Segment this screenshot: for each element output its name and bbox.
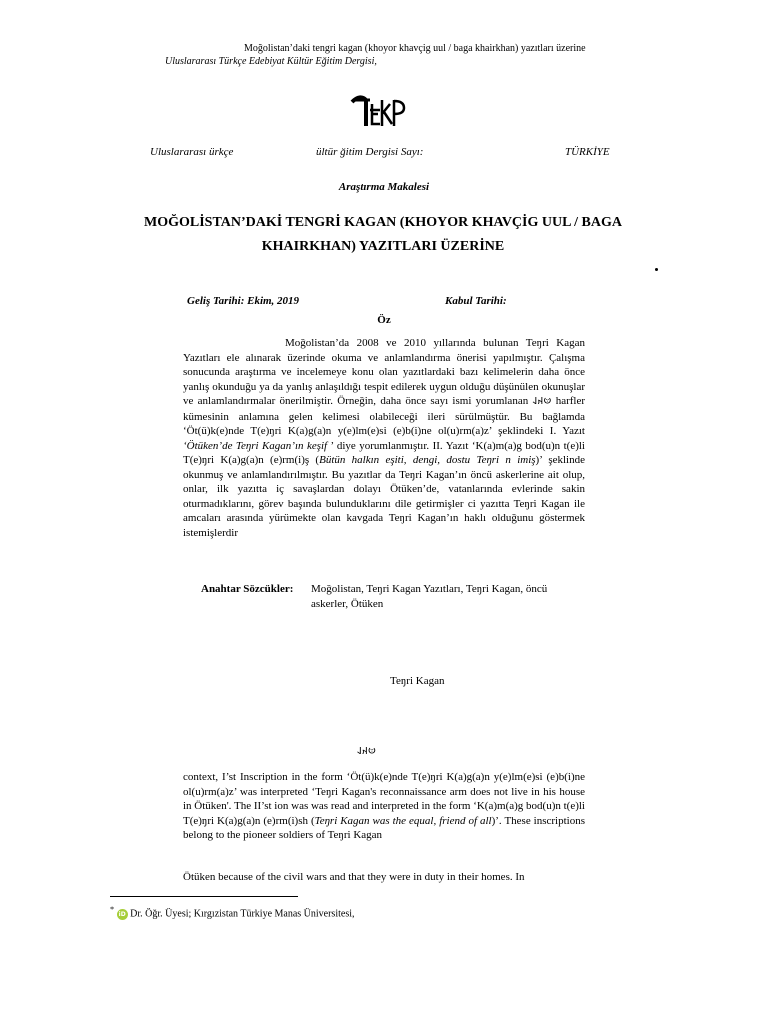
abstract-heading: Öz xyxy=(377,314,391,326)
abstract-tr xyxy=(183,336,585,540)
english-runic-glyphs: 𐰦𐰴𐰞 xyxy=(357,746,376,757)
title-line-1: MOĞOLİSTAN’DAKİ TENGRİ KAGAN (KHOYOR KHAVÇİG UUL / BAGA xyxy=(144,215,622,230)
english-p1-italic: Teŋri Kagan was the equal, friend of all xyxy=(314,814,492,827)
issue-line-country: TÜRKİYE xyxy=(565,146,610,158)
footnote-rule xyxy=(110,896,298,897)
issue-line-part1: Uluslararası ürkçe xyxy=(150,146,234,158)
english-abstract xyxy=(183,770,585,843)
accepted-date: Kabul Tarihi: xyxy=(445,295,507,307)
footnote xyxy=(110,905,355,920)
runic-glyphs: 𐰦𐰴𐰞 xyxy=(532,396,552,407)
article-category: Araştırma Makalesi xyxy=(338,181,430,193)
abstract-s3: ‘Ötüken’de Teŋri Kagan’ın keşif xyxy=(183,439,328,452)
abstract-s2: harfler kümesinin anlamına gelen kelimesi olabileceği ileri sürülmüştür. Bu bağlamda ‘Öt(ü)k(e)nde T(e)ŋri K(a)g(a)n y(e)lm(e)si (e)b(i)ne ol(u)rm(a)z’ şeklindeki I. Yazıt xyxy=(183,395,585,437)
title-line-2: KHAIRKHAN) YAZITLARI ÜZERİNE xyxy=(261,239,505,254)
abstract-s1: Moğolistan’da 2008 ve 2010 yıllarında bulunan Teŋri Kagan Yazıtları ele alınarak üzerinde okuma ve anlamlandırma önerisi yapılmıştır. Çalışma sonucunda araştırma ve incelemeye konu olan yazıtlardaki bazı kelimelerin daha önce yanlış okunduğu ya da yanlış anlaşıldığı tespit edilerek uygun olduğu düşünülen okunuşlar ve anlamlandırmalar önerilmiştir. Örneğin, daha önce sayı ismi yorumlanan xyxy=(183,337,585,407)
footnote-text: Dr. Öğr. Üyesi; Kırgızistan Türkiye Manas Üniversitesi, xyxy=(130,908,355,920)
issue-line-part2: ültür ğitim Dergisi Sayı: xyxy=(316,146,424,158)
english-p1-end: )’. These inscriptions belong to the pioneer soldiers of Teŋri Kagan xyxy=(183,814,586,841)
abstract-s4: ’ diye yorumlanmıştır. II. Yazıt ‘K(a)m(a)g bod(u)n t(e)li T(e)ŋri K(a)g(a)n (e)rm(i)ş ( xyxy=(183,439,585,466)
footnote-marker: * xyxy=(110,905,115,914)
abstract-s6: n imiş xyxy=(505,454,536,466)
bullet-dot xyxy=(655,268,658,271)
keywords-tr xyxy=(183,582,585,611)
orcid-icon[interactable]: iD xyxy=(118,910,126,918)
abstract-s7: )’ şeklinde okunmuş ve anlamlandırılmıştır. Bu yazıtlar da Teŋri Kagan’ın öncü askerlerine ait olup, onlar, ilk yazıtta iç savaşlardan dolayı Ötüken’de, vatanlarında evlerinde sakin oturmadıklarını, görev başında bulunduklarını dile getirmişler ci yazıtta Teŋri Kagan ile amcaları arasında yürümekte olan kavgada Teŋri Kagan’ın haklı olduğunu göstermek istemişlerdir xyxy=(183,454,585,539)
tekp-logo-icon xyxy=(350,92,406,128)
received-date: Geliş Tarihi: Ekim, 2019 xyxy=(187,295,300,307)
keywords-text: Moğolistan, Teŋri Kagan Yazıtları, Teŋri Kagan, öncü askerler, Ötüken xyxy=(311,583,548,610)
english-p1: context, I’st Inscription in the form ‘Öt(ü)k(e)nde T(e)ŋri K(a)g(a)n y(e)lm(e)si (e)b(i)ne ol(u)rm(a)z’ was interpreted ‘Teŋri Kagan's reconnaissance arm does not live in his house in Ötüken'. The II’st ion was was read and interpreted in the form ‘K(a)m(a)g bod(u)n t(e)li T(e)ŋri K(a)g(a)n (e)rm(i)sh ( xyxy=(183,771,585,827)
abstract-s5: Bütün halkın eşiti, dengi, dostu Teŋri xyxy=(319,454,500,466)
article-title xyxy=(120,211,646,259)
running-title: Moğolistan’daki tengri kagan (khoyor khavçig uul / baga khairkhan) yazıtları üzerine xyxy=(244,43,586,54)
journal-line: Uluslararası Türkçe Edebiyat Kültür Eğitim Dergisi, xyxy=(165,56,377,67)
english-title: Teŋri Kagan xyxy=(390,675,445,687)
english-p2: Ötüken because of the civil wars and that they were in duty in their homes. In xyxy=(183,871,525,883)
keywords-label: Anahtar Sözcükler: xyxy=(201,583,294,595)
